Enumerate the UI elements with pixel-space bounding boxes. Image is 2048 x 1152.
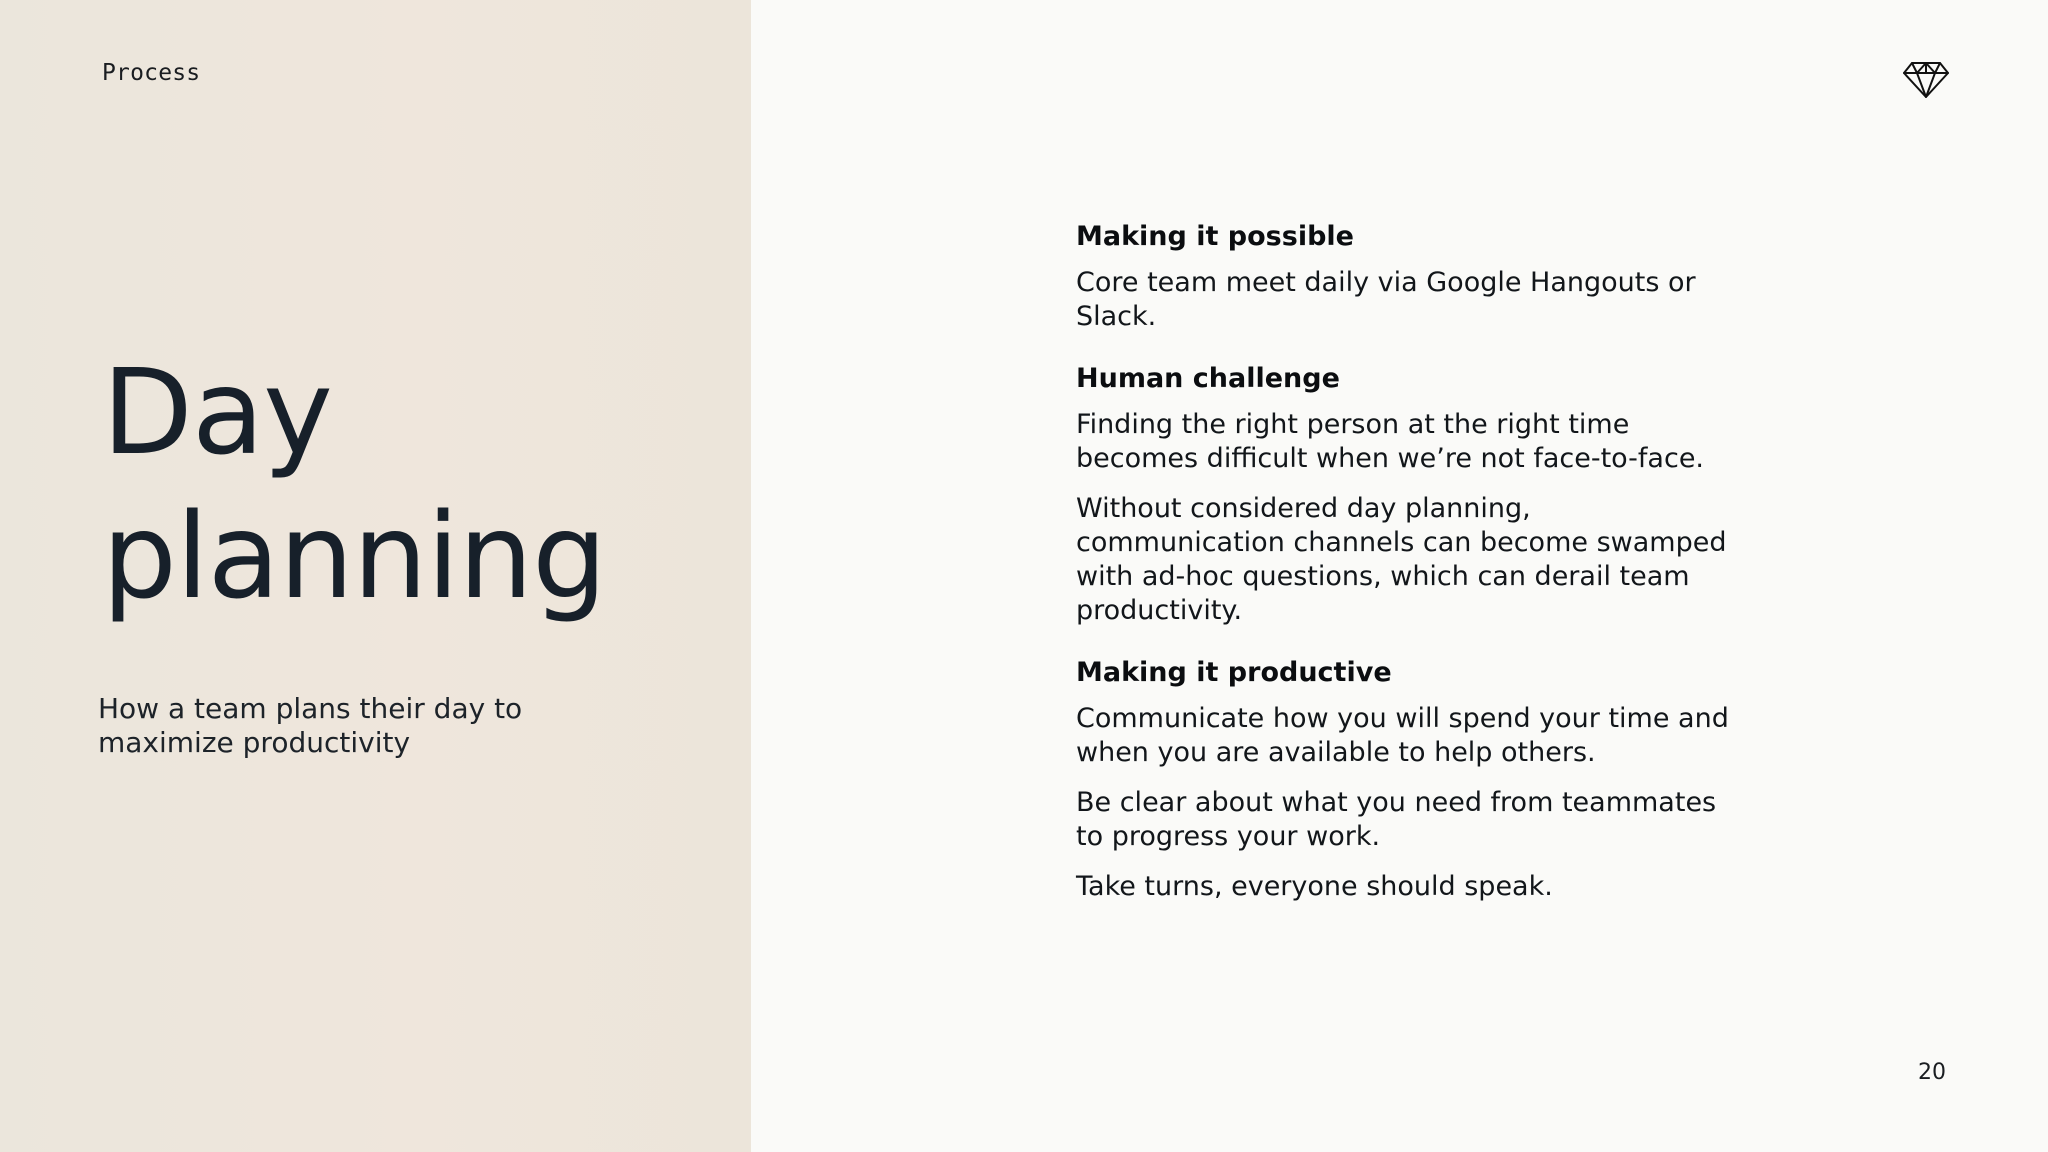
section-heading: Making it productive <box>1076 657 1392 688</box>
section-heading: Human challenge <box>1076 363 1340 394</box>
section-paragraph: Communicate how you will spend your time and when you are available to help others. <box>1076 703 1729 768</box>
section-label: Process <box>102 60 201 86</box>
section-paragraph: Take turns, everyone should speak. <box>1076 871 1553 902</box>
page-title-line-1: Day <box>102 343 333 481</box>
left-panel <box>0 0 751 1152</box>
section-paragraph: Finding the right person at the right time becomes difficult when we’re not face-to-face. <box>1076 409 1705 474</box>
section-paragraph: Be clear about what you need from teammates to progress your work. <box>1076 787 1717 852</box>
section-heading: Making it possible <box>1076 221 1354 252</box>
content-column <box>1076 220 1736 920</box>
section-paragraph: Without considered day planning, communication channels can become swamped with ad-hoc questions, which can derail team productivity. <box>1076 493 1727 626</box>
diamond-icon <box>1902 60 1950 100</box>
page-number: 20 <box>1918 1060 1946 1085</box>
section-making-it-possible <box>1076 220 1736 334</box>
page-title <box>102 340 606 628</box>
page-subtitle: How a team plans their day to maximize productivity <box>98 692 523 759</box>
page-title-line-2: planning <box>102 487 607 625</box>
section-human-challenge <box>1076 362 1736 628</box>
section-making-it-productive <box>1076 656 1736 904</box>
section-paragraph: Core team meet daily via Google Hangouts or Slack. <box>1076 267 1696 332</box>
